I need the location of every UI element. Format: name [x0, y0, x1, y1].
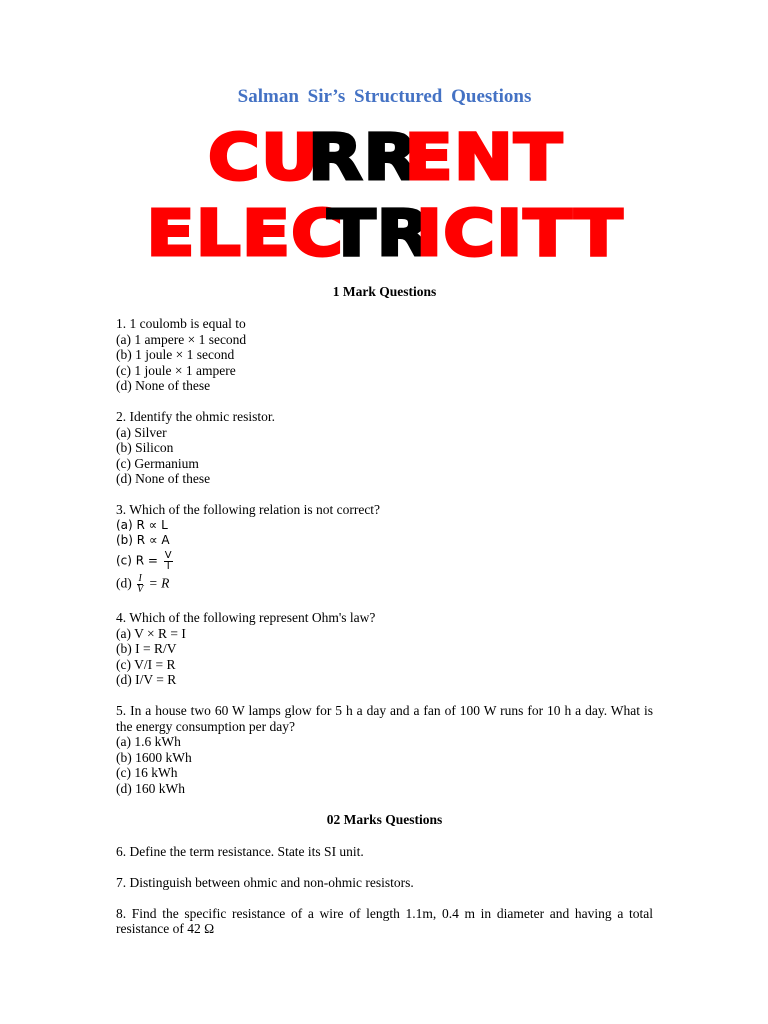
question-stem: 3. Which of the following relation is not correct?: [116, 502, 381, 517]
question-4: [116, 610, 653, 688]
option-b: (b) R ∝ A: [116, 533, 170, 547]
question-stem: 4. Which of the following represent Ohm's law?: [116, 610, 376, 625]
option-c-label: (c) R =: [116, 553, 162, 568]
option-d: (d) I/V = R: [116, 672, 177, 687]
question-1: [116, 316, 653, 394]
question-7: [116, 875, 653, 891]
subtitle: Salman Sir’s Structured Questions: [237, 86, 532, 107]
question-2: [116, 409, 653, 487]
fraction-denominator: I: [166, 560, 170, 572]
title-segment: ELEC: [146, 197, 344, 270]
section-heading-2-marks: 02 Marks Questions: [326, 811, 443, 827]
option-d: (d) None of these: [116, 471, 211, 486]
option-a: (a) Silver: [116, 424, 167, 440]
question-stem: 8. Find the specific resistance of a wire of length 1.1m, 0.4 m in diameter and having a total resistance of 42 Ω: [116, 905, 653, 936]
option-a: (a) V × R = I: [116, 625, 186, 641]
fraction-i-over-v: [137, 574, 143, 595]
fraction-denominator: V: [137, 583, 144, 595]
option-c: (c) Germanium: [116, 455, 199, 471]
title-segment: ENT: [404, 121, 564, 194]
question-6: [116, 844, 653, 860]
question-stem: 1. 1 coulomb is equal to: [116, 316, 246, 331]
question-8: [116, 906, 653, 937]
fraction-v-over-i: [164, 551, 173, 572]
title-line-current: [116, 122, 653, 194]
option-c: (c) V/I = R: [116, 656, 176, 672]
title-segment: RR: [307, 121, 419, 194]
option-b: (b) I = R/V: [116, 641, 177, 656]
option-d-label: (d): [116, 575, 136, 591]
option-d: [116, 574, 653, 595]
option-b: (b) 1 joule × 1 second: [116, 347, 235, 362]
fraction-numerator: V: [164, 549, 172, 561]
option-c: (c) 1 joule × 1 ampere: [116, 362, 236, 378]
question-5: [116, 703, 653, 796]
fraction-numerator: I: [138, 572, 142, 584]
question-stem: 2. Identify the ohmic resistor.: [116, 409, 275, 424]
option-a: (a) R ∝ L: [116, 517, 168, 532]
title-segment: TR: [327, 197, 433, 270]
option-d: (d) 160 kWh: [116, 780, 185, 796]
document-page: [116, 86, 653, 952]
option-d: (d) None of these: [116, 378, 211, 393]
question-stem: 5. In a house two 60 W lamps glow for 5 h a day and a fan of 100 W runs for 10 h a day. What is the energy consumption per day?: [116, 703, 653, 734]
title-line-electricitt: [116, 198, 653, 270]
option-c: (c) 16 kWh: [116, 765, 178, 780]
title-segment: ICITT: [415, 197, 624, 270]
option-c: [116, 551, 653, 572]
title-segment: CU: [208, 121, 320, 194]
option-a: (a) 1.6 kWh: [116, 734, 181, 749]
question-3: [116, 502, 653, 595]
option-b: (b) 1600 kWh: [116, 749, 192, 765]
section-heading-1-mark: 1 Mark Questions: [332, 284, 437, 299]
question-stem: 6. Define the term resistance. State its SI unit.: [116, 843, 364, 859]
option-d-rhs: = R: [148, 575, 170, 591]
question-stem: 7. Distinguish between ohmic and non-ohmic resistors.: [116, 874, 414, 890]
option-b: (b) Silicon: [116, 440, 174, 455]
option-a: (a) 1 ampere × 1 second: [116, 331, 247, 347]
